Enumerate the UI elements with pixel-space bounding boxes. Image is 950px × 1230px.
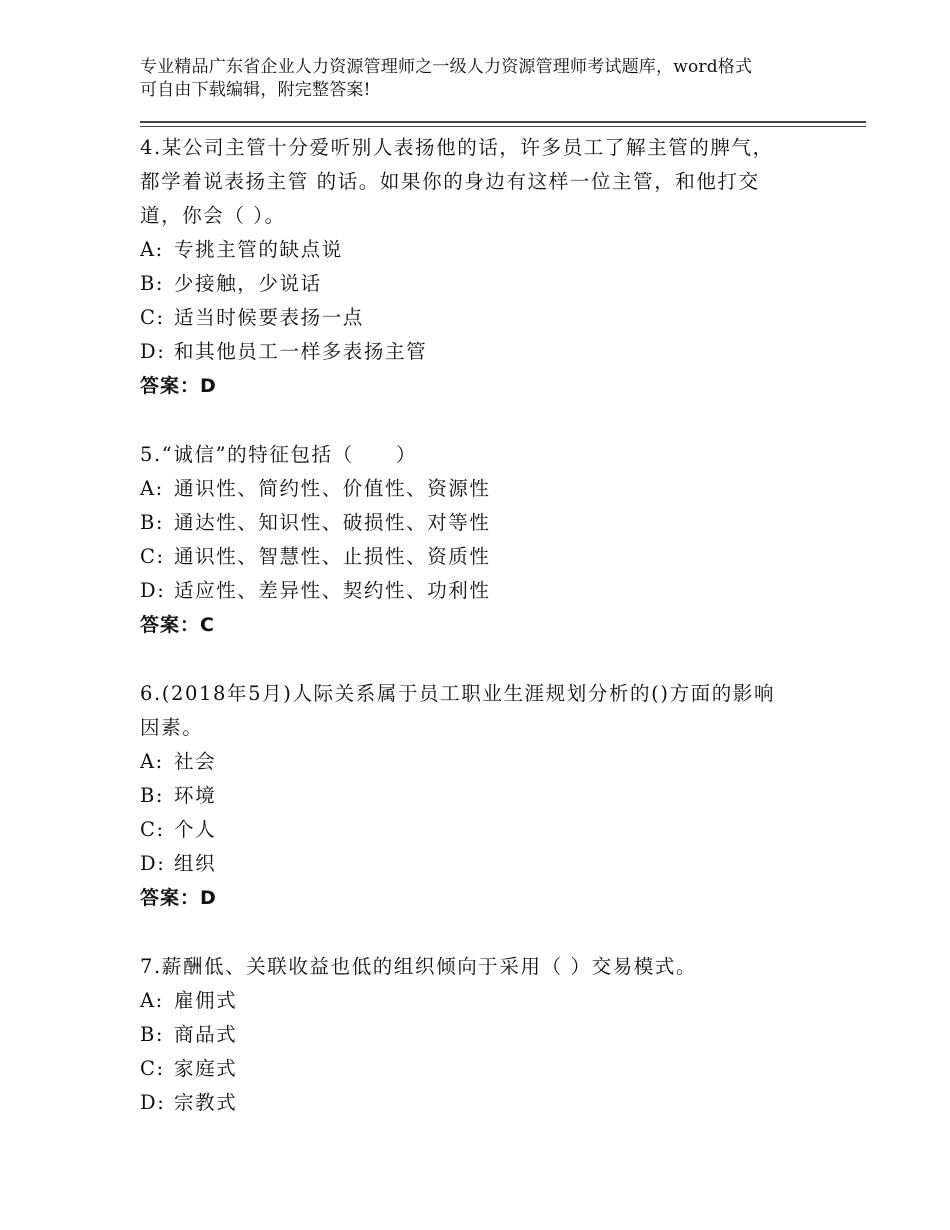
question-7	[140, 950, 820, 1120]
option-text: 社会	[174, 750, 217, 773]
option-d	[140, 1086, 820, 1120]
option-text: 商品式	[174, 1023, 238, 1046]
option-letter: B:	[140, 272, 165, 295]
option-text: 环境	[174, 784, 217, 807]
answer-label: 答案：D	[140, 887, 217, 909]
option-d	[140, 335, 820, 369]
question-stem-line: 7.薪酬低、关联收益也低的组织倾向于采用（ ）交易模式。	[140, 955, 698, 978]
option-text: 通识性、智慧性、止损性、资质性	[174, 545, 491, 568]
question-stem-line: 6.(2018年5月)人际关系属于员工职业生涯规划分析的()方面的影响	[140, 682, 776, 705]
option-letter: A:	[140, 477, 164, 500]
option-letter: A:	[140, 750, 164, 773]
answer-label: 答案：D	[140, 375, 217, 397]
option-c	[140, 540, 820, 574]
option-text: 适应性、差异性、契约性、功利性	[174, 579, 491, 602]
option-letter: C:	[140, 306, 165, 329]
option-letter: A:	[140, 989, 164, 1012]
option-text: 雇佣式	[174, 989, 238, 1012]
option-text: 家庭式	[174, 1057, 238, 1080]
question-stem-line: 因素。	[140, 716, 204, 739]
option-letter: B:	[140, 784, 165, 807]
option-b	[140, 267, 820, 301]
header-rule-thin	[140, 126, 866, 127]
question-stem-line: 都学着说表扬主管 的话。如果你的身边有这样一位主管，和他打交	[140, 170, 760, 193]
question-stem-line: 道，你会（ ）。	[140, 204, 286, 227]
option-text: 通识性、简约性、价值性、资源性	[174, 477, 491, 500]
option-letter: B:	[140, 511, 165, 534]
option-b	[140, 779, 820, 813]
option-a	[140, 472, 820, 506]
option-a	[140, 233, 820, 267]
option-text: 通达性、知识性、破损性、对等性	[174, 511, 491, 534]
question-list	[140, 131, 820, 1155]
page-header	[140, 56, 820, 102]
option-text: 适当时候要表扬一点	[174, 306, 364, 329]
option-letter: C:	[140, 1057, 165, 1080]
option-letter: C:	[140, 818, 165, 841]
option-d	[140, 574, 820, 608]
header-line-1: 专业精品广东省企业人力资源管理师之一级人力资源管理师考试题库，word格式	[140, 57, 753, 77]
answer-label: 答案：C	[140, 614, 215, 636]
question-stem-line: 5.“诚信”的特征包括（ ）	[140, 443, 418, 466]
option-letter: D:	[140, 1091, 166, 1114]
option-a	[140, 984, 820, 1018]
header-line-2: 可自由下载编辑，附完整答案!	[140, 80, 371, 100]
option-letter: D:	[140, 340, 166, 363]
option-text: 和其他员工一样多表扬主管	[174, 340, 428, 363]
option-letter: A:	[140, 238, 164, 261]
option-c	[140, 813, 820, 847]
header-rule-thick	[140, 121, 866, 123]
option-b	[140, 1018, 820, 1052]
option-d	[140, 847, 820, 881]
question-4	[140, 131, 820, 403]
option-c	[140, 301, 820, 335]
option-letter: D:	[140, 852, 166, 875]
question-5	[140, 438, 820, 642]
option-text: 少接触，少说话	[174, 272, 322, 295]
option-c	[140, 1052, 820, 1086]
option-text: 宗教式	[174, 1091, 238, 1114]
option-text: 个人	[174, 818, 217, 841]
option-letter: D:	[140, 579, 166, 602]
question-6	[140, 677, 820, 915]
question-stem-line: 4.某公司主管十分爱听别人表扬他的话，许多员工了解主管的脾气，	[140, 136, 774, 159]
option-text: 组织	[174, 852, 217, 875]
option-b	[140, 506, 820, 540]
option-letter: C:	[140, 545, 165, 568]
option-text: 专挑主管的缺点说	[174, 238, 343, 261]
option-letter: B:	[140, 1023, 165, 1046]
option-a	[140, 745, 820, 779]
